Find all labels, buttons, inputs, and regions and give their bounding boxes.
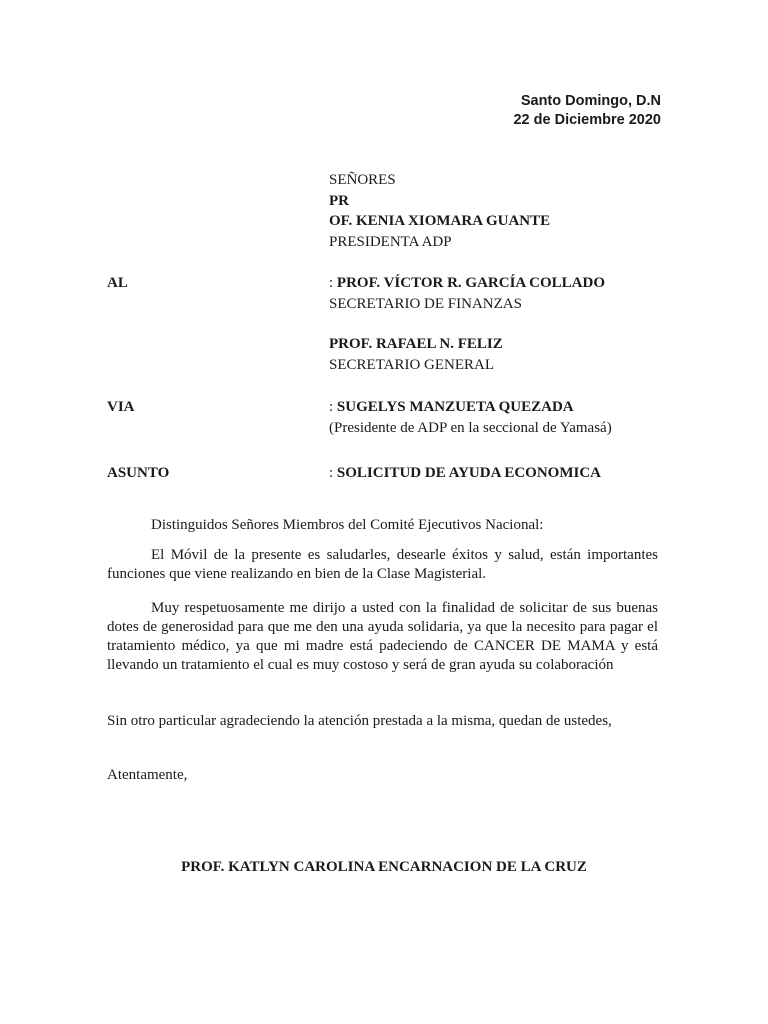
via-colon: : — [329, 399, 334, 415]
addressee-prefix: PR — [329, 192, 349, 209]
salutation: SEÑORES — [329, 172, 396, 188]
via-label: VIA — [107, 399, 135, 415]
place-line: Santo Domingo, D.N — [520, 93, 661, 109]
via-name: SUGELYS MANZUETA QUEZADA — [333, 399, 574, 415]
signature-block — [0, 857, 768, 877]
al-name-2: PROF. RAFAEL N. FELIZ — [329, 336, 503, 352]
addressee-block — [329, 170, 550, 252]
al-title-2: SECRETARIO GENERAL — [329, 356, 495, 373]
asunto-colon: : — [329, 465, 334, 481]
al-title-1: SECRETARIO DE FINANZAS — [329, 295, 522, 312]
via-value — [329, 397, 612, 438]
paragraph-3-text: Sin otro particular agradeciendo la atención prestada a la misma, quedan de ustedes, — [107, 713, 612, 729]
signature-name: PROF. KATLYN CAROLINA ENCARNACION DE LA CRUZ — [181, 859, 587, 875]
paragraph-1 — [107, 546, 658, 584]
al-colon: : — [329, 275, 334, 291]
via-detail: (Presidente de ADP en la seccional de Yamasá) — [329, 419, 612, 436]
al-value — [329, 273, 605, 375]
asunto-label: ASUNTO — [107, 465, 170, 481]
addressee-title: PRESIDENTA ADP — [329, 233, 452, 250]
greeting: Distinguidos Señores Miembros del Comité Ejecutivos Nacional: — [151, 517, 544, 533]
greeting-paragraph — [107, 516, 658, 535]
asunto-value — [329, 463, 601, 484]
paragraph-2 — [107, 599, 658, 675]
date-block — [513, 92, 661, 130]
addressee-name: OF. KENIA XIOMARA GUANTE — [329, 213, 551, 229]
date-line: 22 de Diciembre 2020 — [513, 112, 661, 128]
paragraph-2-text: Muy respetuosamente me dirijo a usted con la finalidad de solicitar de sus buenas dotes de generosidad para que me den una ayuda solidaria, ya que la necesito para pagar el tratamiento médico, ya que mi madre está padeciendo de CANCER DE MAMA y está llevando un tratamiento el cual es muy costoso y será de gran ayuda su colaboración — [107, 600, 658, 673]
paragraph-3 — [107, 712, 658, 731]
paragraph-1-text: El Móvil de la presente es saludarles, desearle éxitos y salud, están importantes funciones que viene realizando en bien de la Clase Magisterial. — [107, 547, 658, 582]
closing-block — [107, 766, 658, 785]
al-name-1: PROF. VÍCTOR R. GARCÍA COLLADO — [333, 275, 606, 291]
closing: Atentamente, — [107, 767, 188, 783]
asunto-text: SOLICITUD DE AYUDA ECONOMICA — [333, 465, 601, 481]
al-label: AL — [107, 275, 128, 291]
